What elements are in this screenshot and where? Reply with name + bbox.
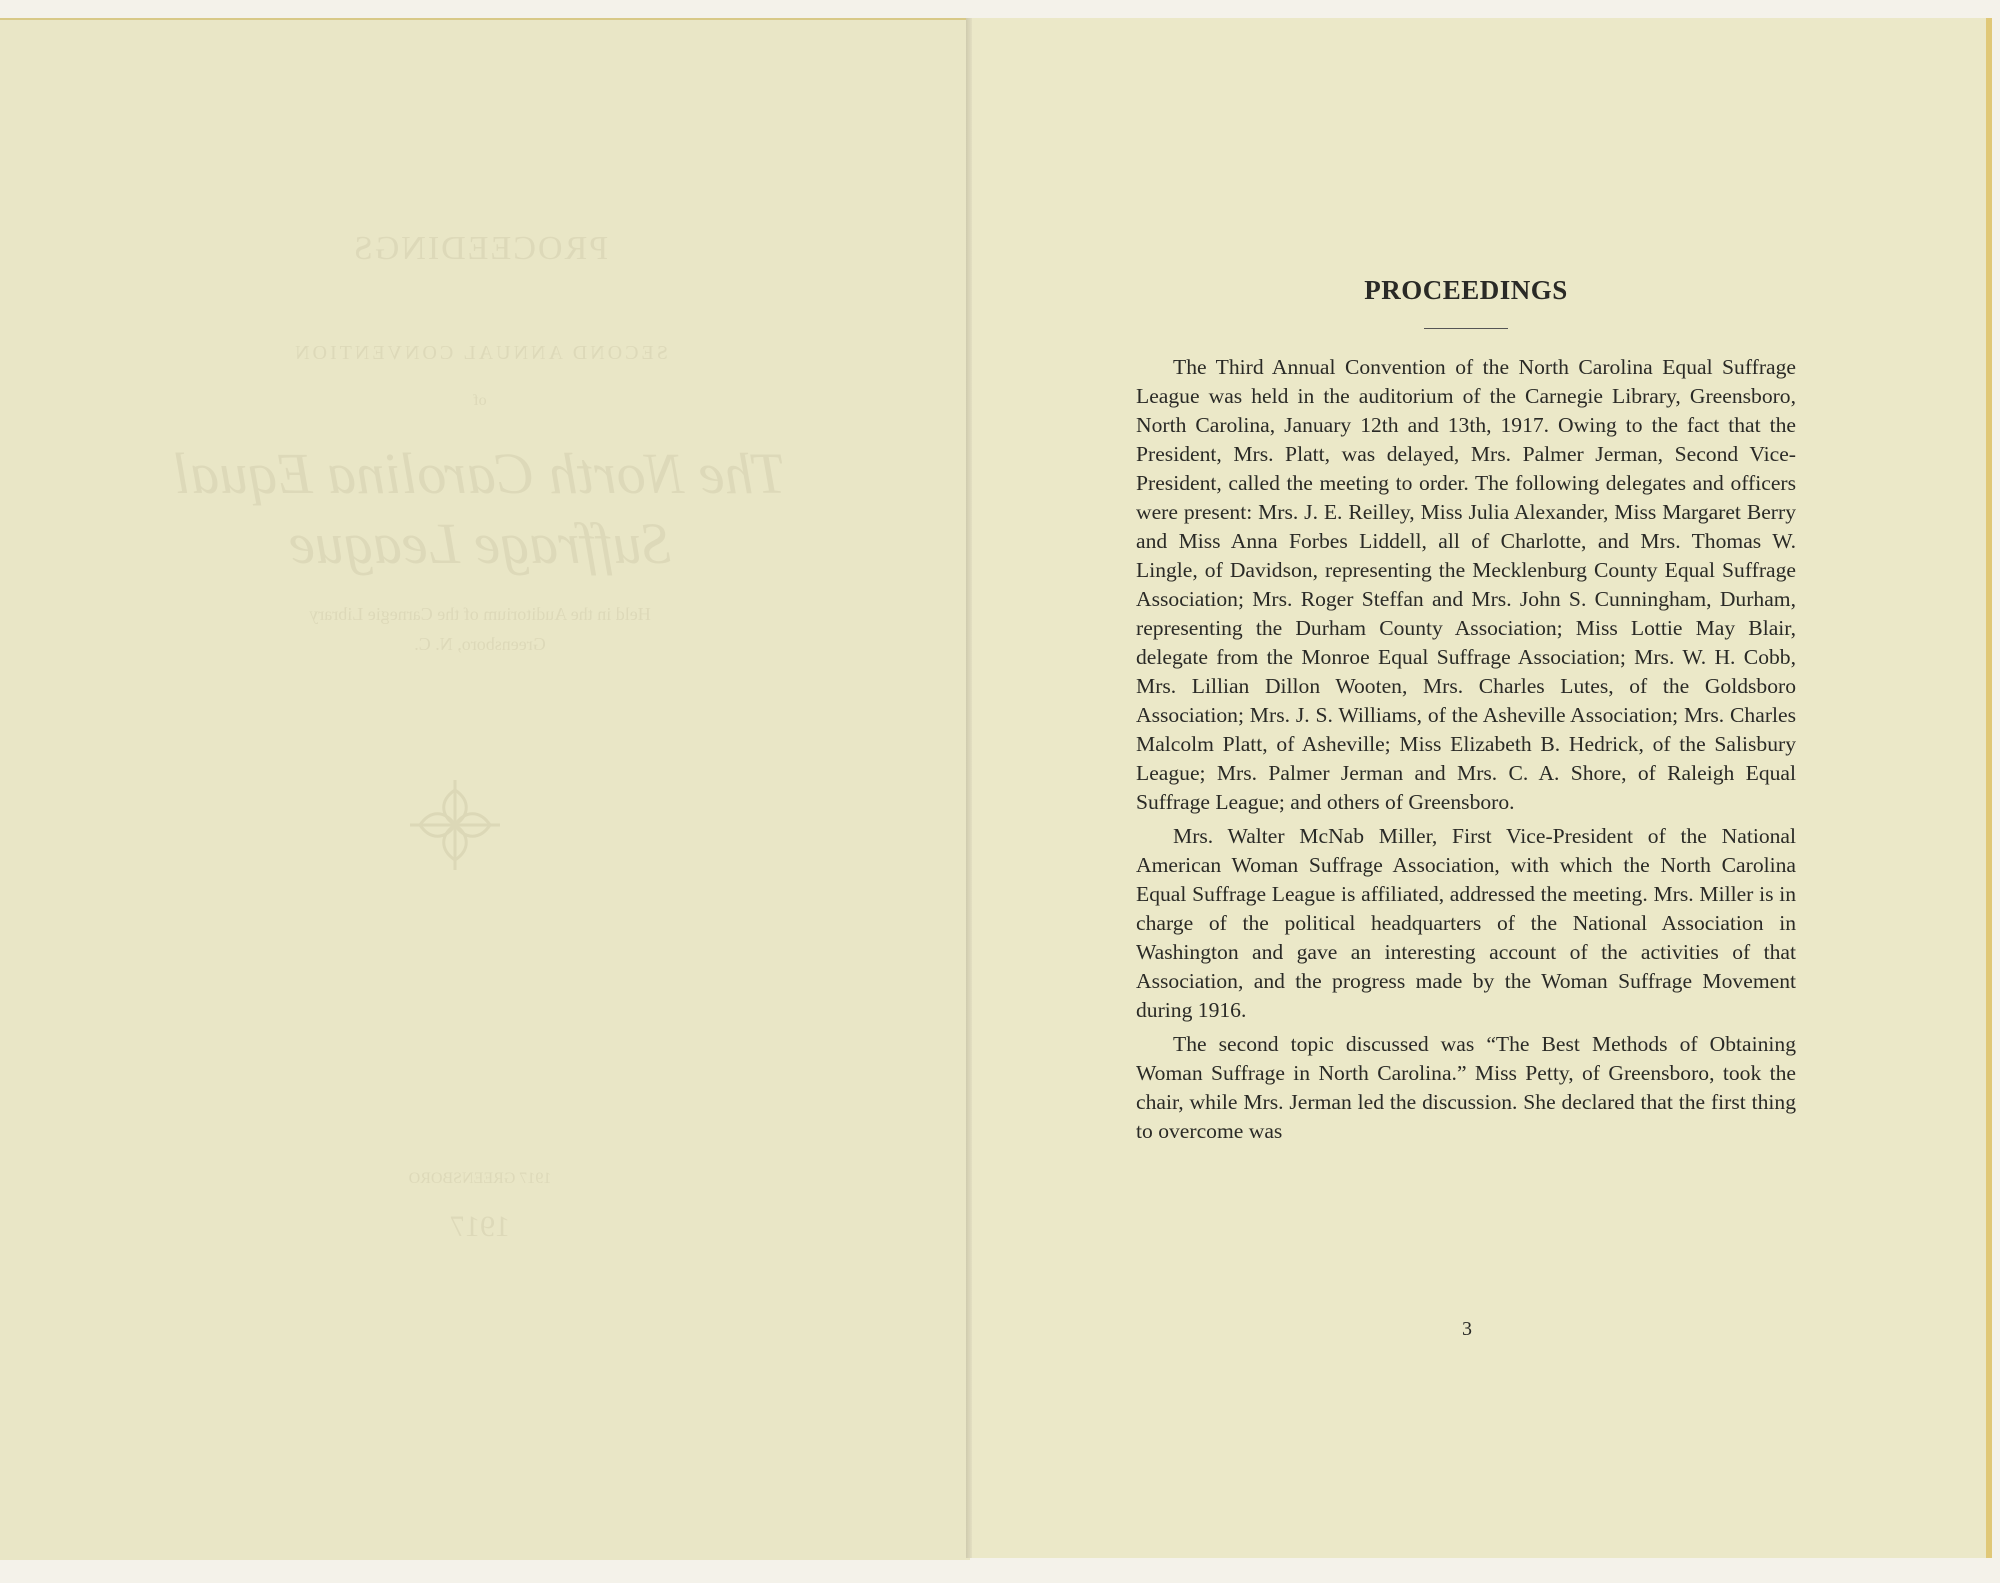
paragraph-3: The second topic discussed was “The Best Methods of Obtaining Woman Suffrage in North Carolina.” Miss Petty, of Greensboro, took the chair, while Mrs. Jerman led the discussion. She declared that the first thing to overcome was	[1136, 1032, 1796, 1143]
page-content	[1136, 275, 1796, 1151]
page-number: 3	[1462, 1318, 1472, 1340]
show-through-of: of	[473, 392, 487, 409]
ornament-icon	[400, 770, 510, 880]
show-through-year: 1917	[450, 1210, 510, 1243]
paragraph-2: Mrs. Walter McNab Miller, First Vice-President of the National American Woman Suffrage Association, with which the North Carolina Equal Suffrage League is affiliated, addressed the meeting. Mrs. Miller is in charge of the political headquarters of the National Association in Washington and gave an interesting account of the activities of that Association, and the progress made by the Woman Suffrage Movement during 1916.	[1136, 824, 1796, 1022]
show-through-subtitle: SECOND ANNUAL CONVENTION	[292, 342, 668, 364]
paragraph-1: The Third Annual Convention of the North Carolina Equal Suffrage League was held in the auditorium of the Carnegie Library, Greensboro, North Carolina, January 12th and 13th, 1917. Owing to the fact that the President, Mrs. Platt, was delayed, Mrs. Palmer Jerman, Second Vice-President, called the meeting to order. The following delegates and officers were present: Mrs. J. E. Reilley, Miss Julia Alexander, Miss Margaret Berry and Miss Anna Forbes Liddell, all of Charlotte, and Mrs. Thomas W. Lingle, of Davidson, representing the Mecklenburg County Equal Suffrage Association; Mrs. Roger Steffan and Mrs. John S. Cunningham, Durham, representing the Durham County Association; Miss Lottie May Blair, delegate from the Monroe Equal Suffrage Association; Mrs. W. H. Cobb, Mrs. Lillian Dillon Wooten, Mrs. Charles Lutes, of the Goldsboro Association; Mrs. J. S. Williams, of the Asheville Association; Mrs. Charles Malcolm Platt, of Asheville; Miss Elizabeth B. Hedrick, of the Salisbury League; Mrs. Palmer Jerman and Mrs. C. A. Shore, of Raleigh Equal Suffrage League; and others of Greensboro.	[1136, 355, 1796, 814]
show-through-title: PROCEEDINGS	[351, 230, 609, 267]
heading-divider	[1424, 328, 1508, 329]
show-through-name-line1: The North Carolina Equal	[174, 441, 786, 506]
show-through-name-line2: Suffrage League	[289, 511, 671, 576]
show-through-place-line2: Greensboro, N. C.	[414, 634, 546, 654]
left-page	[0, 18, 970, 1560]
page-heading: PROCEEDINGS	[1364, 275, 1568, 305]
show-through-org: 1917 GREENSBORO	[408, 1170, 552, 1187]
show-through-place-line1: Held in the Auditorium of the Carnegie Library	[309, 604, 651, 624]
